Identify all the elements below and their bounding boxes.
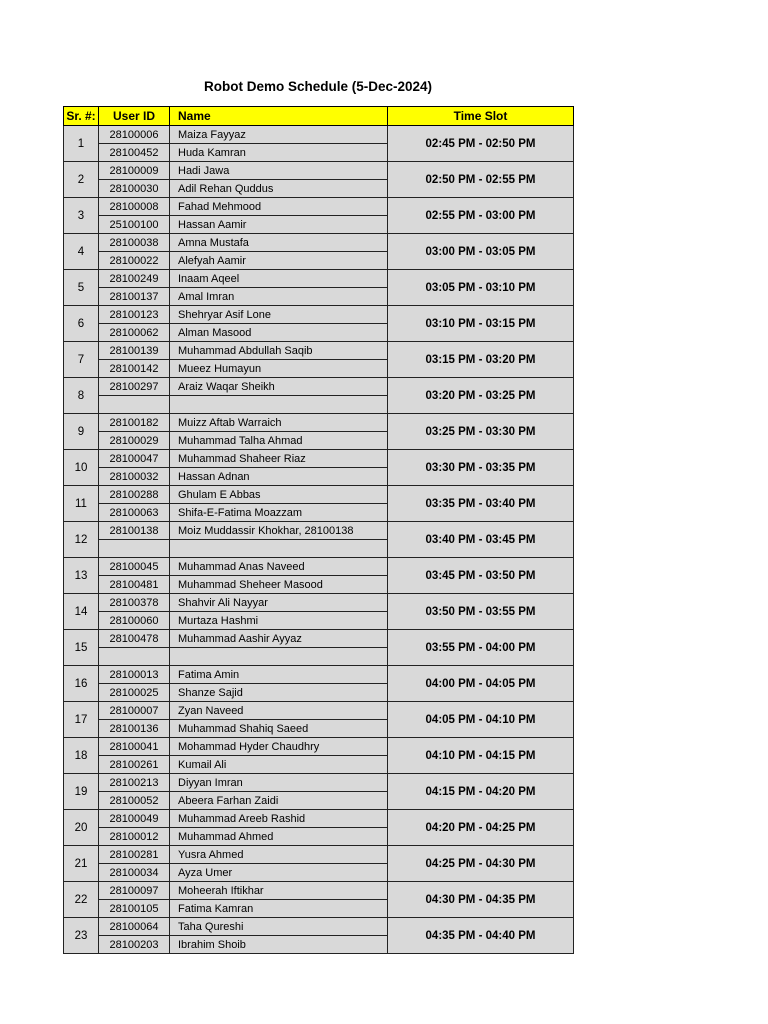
name-cell: Muhammad Abdullah Saqib	[170, 342, 388, 360]
name-cell: Muhammad Shaheer Riaz	[170, 450, 388, 468]
serial-number-cell: 6	[64, 306, 99, 342]
table-row	[64, 810, 574, 828]
name-cell: Taha Qureshi	[170, 918, 388, 936]
name-cell: Maiza Fayyaz	[170, 126, 388, 144]
name-cell: Mohammad Hyder Chaudhry	[170, 738, 388, 756]
time-slot-cell: 03:15 PM - 03:20 PM	[388, 342, 574, 378]
table-row	[64, 522, 574, 540]
table-row	[64, 234, 574, 252]
table-row	[64, 486, 574, 504]
time-slot-cell: 03:50 PM - 03:55 PM	[388, 594, 574, 630]
user-id-cell: 28100062	[99, 324, 170, 342]
user-id-cell: 28100063	[99, 504, 170, 522]
user-id-cell: 28100452	[99, 144, 170, 162]
time-slot-cell: 03:25 PM - 03:30 PM	[388, 414, 574, 450]
table-row	[64, 126, 574, 144]
user-id-cell: 28100249	[99, 270, 170, 288]
header-name: Name	[170, 107, 388, 126]
user-id-cell: 28100481	[99, 576, 170, 594]
user-id-cell: 28100013	[99, 666, 170, 684]
time-slot-cell: 04:00 PM - 04:05 PM	[388, 666, 574, 702]
time-slot-cell: 03:20 PM - 03:25 PM	[388, 378, 574, 414]
name-cell: Ghulam E Abbas	[170, 486, 388, 504]
schedule-table	[63, 106, 574, 954]
serial-number-cell: 21	[64, 846, 99, 882]
table-row	[64, 198, 574, 216]
user-id-cell: 28100022	[99, 252, 170, 270]
name-cell: Muizz Aftab Warraich	[170, 414, 388, 432]
table-row	[64, 162, 574, 180]
name-cell: Adil Rehan Quddus	[170, 180, 388, 198]
user-id-cell: 28100213	[99, 774, 170, 792]
table-row	[64, 630, 574, 648]
time-slot-cell: 03:05 PM - 03:10 PM	[388, 270, 574, 306]
time-slot-cell: 03:35 PM - 03:40 PM	[388, 486, 574, 522]
user-id-cell	[99, 396, 170, 414]
table-row	[64, 414, 574, 432]
table-row	[64, 666, 574, 684]
name-cell: Murtaza Hashmi	[170, 612, 388, 630]
user-id-cell: 28100030	[99, 180, 170, 198]
user-id-cell: 28100052	[99, 792, 170, 810]
user-id-cell	[99, 540, 170, 558]
table-row	[64, 774, 574, 792]
user-id-cell: 28100288	[99, 486, 170, 504]
name-cell: Ayza Umer	[170, 864, 388, 882]
time-slot-cell: 03:10 PM - 03:15 PM	[388, 306, 574, 342]
name-cell: Fahad Mehmood	[170, 198, 388, 216]
name-cell: Hadi Jawa	[170, 162, 388, 180]
table-row	[64, 378, 574, 396]
serial-number-cell: 8	[64, 378, 99, 414]
name-cell: Moiz Muddassir Khokhar, 28100138	[170, 522, 388, 540]
header-row	[64, 107, 574, 126]
serial-number-cell: 14	[64, 594, 99, 630]
user-id-cell: 28100032	[99, 468, 170, 486]
user-id-cell: 28100182	[99, 414, 170, 432]
user-id-cell: 28100281	[99, 846, 170, 864]
table-row	[64, 306, 574, 324]
user-id-cell: 28100138	[99, 522, 170, 540]
table-row	[64, 270, 574, 288]
name-cell: Muhammad Ahmed	[170, 828, 388, 846]
name-cell: Ibrahim Shoib	[170, 936, 388, 954]
serial-number-cell: 4	[64, 234, 99, 270]
user-id-cell: 28100041	[99, 738, 170, 756]
name-cell: Inaam Aqeel	[170, 270, 388, 288]
serial-number-cell: 10	[64, 450, 99, 486]
user-id-cell: 28100006	[99, 126, 170, 144]
time-slot-cell: 03:40 PM - 03:45 PM	[388, 522, 574, 558]
serial-number-cell: 12	[64, 522, 99, 558]
time-slot-cell: 04:10 PM - 04:15 PM	[388, 738, 574, 774]
user-id-cell: 28100097	[99, 882, 170, 900]
name-cell: Moheerah Iftikhar	[170, 882, 388, 900]
serial-number-cell: 19	[64, 774, 99, 810]
name-cell: Shahvir Ali Nayyar	[170, 594, 388, 612]
header-user-id: User ID	[99, 107, 170, 126]
name-cell	[170, 540, 388, 558]
table-row	[64, 450, 574, 468]
user-id-cell: 28100064	[99, 918, 170, 936]
time-slot-cell: 04:30 PM - 04:35 PM	[388, 882, 574, 918]
name-cell: Shifa-E-Fatima Moazzam	[170, 504, 388, 522]
time-slot-cell: 03:00 PM - 03:05 PM	[388, 234, 574, 270]
user-id-cell: 28100038	[99, 234, 170, 252]
time-slot-cell: 04:25 PM - 04:30 PM	[388, 846, 574, 882]
name-cell: Muhammad Shahiq Saeed	[170, 720, 388, 738]
user-id-cell: 25100100	[99, 216, 170, 234]
serial-number-cell: 18	[64, 738, 99, 774]
serial-number-cell: 17	[64, 702, 99, 738]
user-id-cell: 28100029	[99, 432, 170, 450]
name-cell: Muhammad Areeb Rashid	[170, 810, 388, 828]
serial-number-cell: 1	[64, 126, 99, 162]
name-cell: Abeera Farhan Zaidi	[170, 792, 388, 810]
serial-number-cell: 11	[64, 486, 99, 522]
name-cell: Muhammad Talha Ahmad	[170, 432, 388, 450]
table-row	[64, 882, 574, 900]
user-id-cell: 28100203	[99, 936, 170, 954]
name-cell: Hassan Adnan	[170, 468, 388, 486]
name-cell: Fatima Kamran	[170, 900, 388, 918]
name-cell: Muhammad Anas Naveed	[170, 558, 388, 576]
user-id-cell: 28100297	[99, 378, 170, 396]
serial-number-cell: 2	[64, 162, 99, 198]
table-row	[64, 594, 574, 612]
name-cell: Muhammad Aashir Ayyaz	[170, 630, 388, 648]
serial-number-cell: 7	[64, 342, 99, 378]
name-cell: Fatima Amin	[170, 666, 388, 684]
name-cell: Zyan Naveed	[170, 702, 388, 720]
table-row	[64, 738, 574, 756]
serial-number-cell: 13	[64, 558, 99, 594]
time-slot-cell: 02:45 PM - 02:50 PM	[388, 126, 574, 162]
user-id-cell: 28100009	[99, 162, 170, 180]
name-cell	[170, 396, 388, 414]
time-slot-cell: 02:50 PM - 02:55 PM	[388, 162, 574, 198]
user-id-cell: 28100008	[99, 198, 170, 216]
time-slot-cell: 03:55 PM - 04:00 PM	[388, 630, 574, 666]
serial-number-cell: 5	[64, 270, 99, 306]
user-id-cell: 28100007	[99, 702, 170, 720]
serial-number-cell: 23	[64, 918, 99, 954]
serial-number-cell: 16	[64, 666, 99, 702]
user-id-cell: 28100261	[99, 756, 170, 774]
user-id-cell: 28100105	[99, 900, 170, 918]
time-slot-cell: 04:05 PM - 04:10 PM	[388, 702, 574, 738]
user-id-cell: 28100060	[99, 612, 170, 630]
name-cell: Mueez Humayun	[170, 360, 388, 378]
time-slot-cell: 04:15 PM - 04:20 PM	[388, 774, 574, 810]
user-id-cell: 28100137	[99, 288, 170, 306]
time-slot-cell: 04:20 PM - 04:25 PM	[388, 810, 574, 846]
name-cell: Amna Mustafa	[170, 234, 388, 252]
serial-number-cell: 9	[64, 414, 99, 450]
name-cell: Hassan Aamir	[170, 216, 388, 234]
serial-number-cell: 20	[64, 810, 99, 846]
serial-number-cell: 22	[64, 882, 99, 918]
header-time-slot: Time Slot	[388, 107, 574, 126]
user-id-cell: 28100025	[99, 684, 170, 702]
page-title: Robot Demo Schedule (5-Dec-2024)	[203, 79, 433, 94]
name-cell: Shanze Sajid	[170, 684, 388, 702]
user-id-cell	[99, 648, 170, 666]
name-cell: Shehryar Asif Lone	[170, 306, 388, 324]
time-slot-cell: 03:30 PM - 03:35 PM	[388, 450, 574, 486]
name-cell: Huda Kamran	[170, 144, 388, 162]
user-id-cell: 28100136	[99, 720, 170, 738]
name-cell: Amal Imran	[170, 288, 388, 306]
user-id-cell: 28100047	[99, 450, 170, 468]
name-cell: Araiz Waqar Sheikh	[170, 378, 388, 396]
table-row	[64, 846, 574, 864]
table-row	[64, 702, 574, 720]
serial-number-cell: 3	[64, 198, 99, 234]
header-sr: Sr. #:	[64, 107, 99, 126]
table-row	[64, 558, 574, 576]
user-id-cell: 28100049	[99, 810, 170, 828]
table-row	[64, 342, 574, 360]
time-slot-cell: 02:55 PM - 03:00 PM	[388, 198, 574, 234]
user-id-cell: 28100034	[99, 864, 170, 882]
user-id-cell: 28100378	[99, 594, 170, 612]
name-cell: Muhammad Sheheer Masood	[170, 576, 388, 594]
name-cell	[170, 648, 388, 666]
name-cell: Diyyan Imran	[170, 774, 388, 792]
schedule-body	[64, 126, 574, 954]
user-id-cell: 28100139	[99, 342, 170, 360]
serial-number-cell: 15	[64, 630, 99, 666]
time-slot-cell: 04:35 PM - 04:40 PM	[388, 918, 574, 954]
user-id-cell: 28100142	[99, 360, 170, 378]
table-row	[64, 918, 574, 936]
name-cell: Alman Masood	[170, 324, 388, 342]
time-slot-cell: 03:45 PM - 03:50 PM	[388, 558, 574, 594]
user-id-cell: 28100123	[99, 306, 170, 324]
user-id-cell: 28100478	[99, 630, 170, 648]
user-id-cell: 28100012	[99, 828, 170, 846]
name-cell: Kumail Ali	[170, 756, 388, 774]
name-cell: Alefyah Aamir	[170, 252, 388, 270]
user-id-cell: 28100045	[99, 558, 170, 576]
name-cell: Yusra Ahmed	[170, 846, 388, 864]
